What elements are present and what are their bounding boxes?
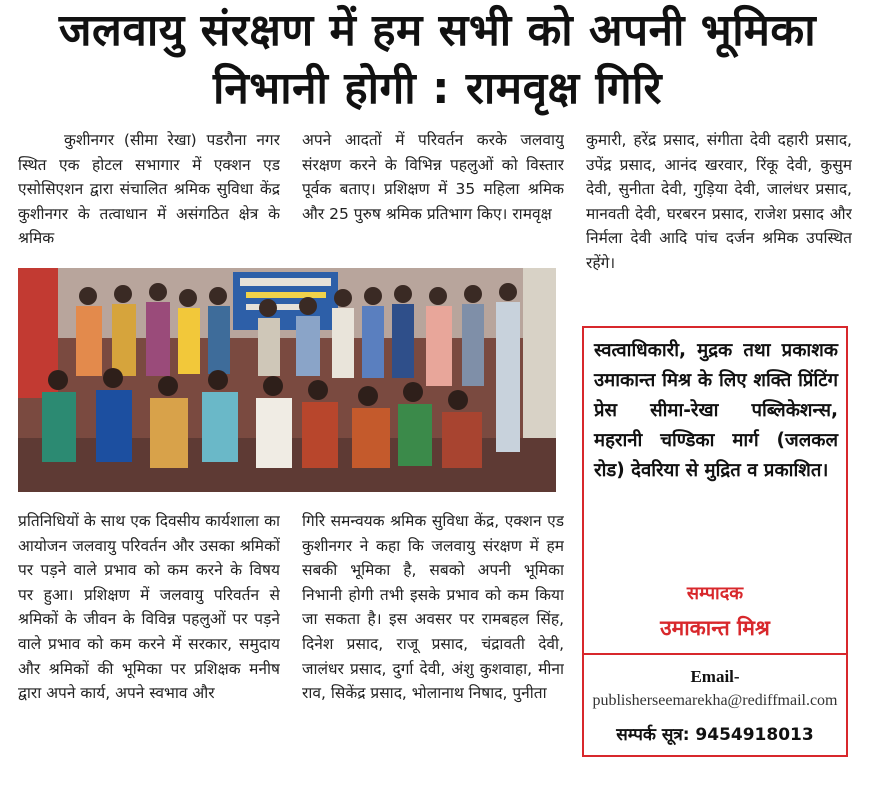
group-photo-illustration	[18, 268, 556, 492]
column-text: कुमारी, हरेंद्र प्रसाद, संगीता देवी दहारी प्रसाद, उपेंद्र प्रसाद, आनंद खरवार, रिंकू देवी, कुसुम देवी, सुनीता देवी, गुड़िया देवी, जालंधर प्रसाद, मानवती देवी, घरबरन प्रसाद, राजेश प्रसाद और निर्मला देवी आदि पांच दर्जन श्रमिक उपस्थित रहेंगे।	[586, 131, 852, 272]
email-address: publisherseemarekha@rediffmail.com	[592, 692, 838, 709]
editor-name: उमाकान्त मिश्र	[660, 616, 770, 640]
headline: जलवायु संरक्षण में हम सभी को अपनी भूमिका निभानी होगी : रामवृक्ष गिरि	[58, 5, 817, 114]
column-text: गिरि समन्वयक श्रमिक सुविधा केंद्र, एक्शन एड कुशीनगर ने कहा कि जलवायु संरक्षण में हम सबकी भूमिका है, सबको अपनी भूमिका निभानी होगी तभी इसके प्रभाव को कम किया जा सकता है। इस अवसर पर रामबहल सिंह, दिनेश प्रसाद, राजू प्रसाद, चंद्रावती देवी, जालंधर प्रसाद, दुर्गा देवी, अंशु कुशवाहा, मीना राव, सिकेंद्र प्रसाद, भोलानाथ निषाद, पुनीता	[302, 512, 564, 703]
editor-role: सम्पादक	[686, 583, 744, 604]
column-text: कुशीनगर (सीमा रेखा) पडरौना नगर स्थित एक होटल सभागार में एक्शन एड एसोसिएशन द्वारा संचालित श्रमिक सुविधा केंद्र कुशीनगर के तत्वाधान में असंगठित क्षेत्र के श्रमिक	[18, 131, 280, 248]
email-label: Email-	[690, 667, 740, 686]
article-column-2-top	[302, 128, 564, 256]
article-column-1-top	[18, 128, 280, 256]
article-column-1-bottom	[18, 509, 280, 754]
news-photo	[18, 268, 556, 492]
article-column-3-top	[586, 128, 852, 313]
article-column-2-bottom	[302, 509, 564, 754]
contact-number: सम्पर्क सूत्र: 9454918013	[616, 725, 814, 745]
imprint-text: स्वत्वाधिकारी, मुद्रक तथा प्रकाशक उमाकान्त मिश्र के लिए शक्ति प्रिंटिंग प्रेस सीमा-रेखा पब्लिकेशन्स, महरानी चण्डिका मार्ग (जलकल रोड) देवरिया से मुद्रित व प्रकाशित।	[594, 340, 838, 481]
imprint-box	[582, 326, 848, 757]
column-text: अपने आदतों में परिवर्तन करके जलवायु संरक्षण करने के विभिन्न पहलुओं को विस्तार पूर्वक बताए। प्रशिक्षण में 35 महिला श्रमिक और 25 पुरुष श्रमिक प्रतिभाग किए। रामवृक्ष	[302, 131, 564, 223]
imprint-divider	[584, 653, 846, 655]
column-text: प्रतिनिधियों के साथ एक दिवसीय कार्यशाला का आयोजन जलवायु परिवर्तन और उसका श्रमिकों पर पड़ने वाले प्रभाव को कम करने के विषय पर हुआ। प्रशिक्षण में जलवायु परिवर्तन से श्रमिकों के जीवन के विविन्न पहलुओं पर पड़ने वाले प्रभाव को कम करने में सरकार, समुदाय और श्रमिकों की भूमिका पर प्रशिक्षक मनीष द्वारा अपने कार्य, अपने स्वभाव और	[18, 512, 280, 703]
